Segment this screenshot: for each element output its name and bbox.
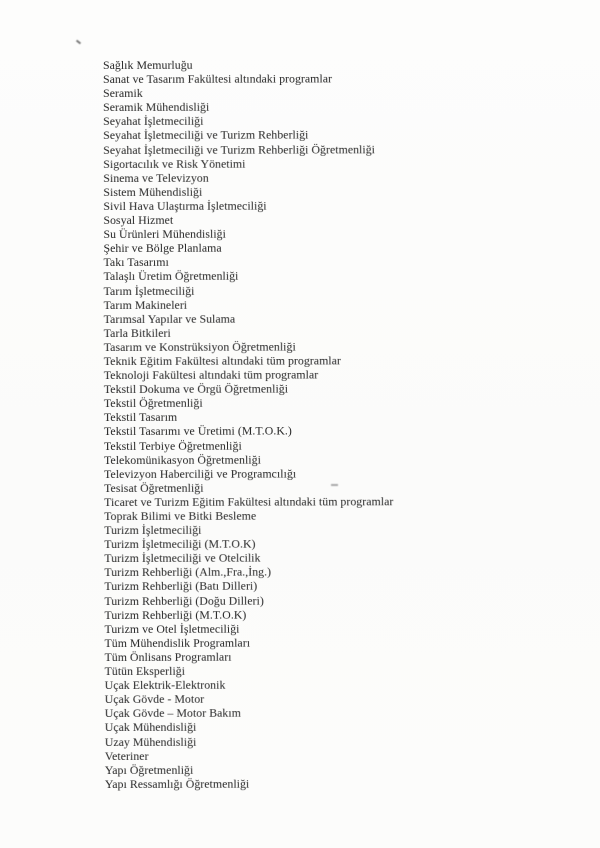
program-line: Tekstil Dokuma ve Örgü Öğretmenliği <box>103 381 289 397</box>
program-line: Turizm Rehberliği (Doğu Dilleri) <box>104 593 264 608</box>
program-line: Sağlık Memurluğu <box>103 57 193 72</box>
program-line: Uçak Gövde – Motor Bakım <box>104 705 241 721</box>
program-line: Uçak Gövde - Motor <box>104 691 205 707</box>
program-line: Ticaret ve Turizm Eğitim Fakültesi altındaki tüm programlar <box>104 494 394 509</box>
program-line: Seyahat İşletmeciliği ve Turizm Rehberliği Öğretmenliği <box>103 141 375 157</box>
program-line: Televizyon Haberciliği ve Programcılığı <box>104 466 297 481</box>
program-line: Teknik Eğitim Fakültesi altındaki tüm programlar <box>103 353 341 368</box>
program-line: Takı Tasarımı <box>103 255 169 270</box>
program-line: Turizm Rehberliği (Alm.,Fra.,İng.) <box>104 564 272 580</box>
program-line: Tekstil Öğretmenliği <box>103 395 203 411</box>
program-line: Sistem Mühendisliği <box>103 184 203 199</box>
program-line: Su Ürünleri Mühendisliği <box>103 226 226 242</box>
program-line: Sanat ve Tasarım Fakültesi altındaki programlar <box>103 71 333 87</box>
program-line: Uçak Elektrik-Elektronik <box>104 677 226 693</box>
program-line: Seyahat İşletmeciliği ve Turizm Rehberliği <box>103 127 309 143</box>
program-line: Tarımsal Yapılar ve Sulama <box>103 311 236 326</box>
program-line: Seramik <box>103 86 143 101</box>
scan-artifact-tick-mark <box>76 40 81 45</box>
program-line: Veteriner <box>104 748 149 763</box>
program-line: Tekstil Terbiye Öğretmenliği <box>103 438 242 453</box>
program-line: Toprak Bilimi ve Bitki Besleme <box>104 508 257 523</box>
program-line: Tarla Bitkileri <box>103 325 171 340</box>
program-line: Yapı Öğretmenliği <box>104 762 194 777</box>
program-line: Tasarım ve Konstrüksiyon Öğretmenliği <box>103 339 296 354</box>
program-line: Seyahat İşletmeciliği <box>103 114 204 129</box>
program-line: Turizm Rehberliği (M.T.O.K) <box>104 607 247 622</box>
program-line: Turizm İşletmeciliği <box>104 522 202 538</box>
program-line: Tekstil Tasarımı ve Üretimi (M.T.O.K.) <box>103 423 292 439</box>
program-line: Turizm Rehberliği (Batı Dilleri) <box>104 579 258 594</box>
program-line: Sigortacılık ve Risk Yönetimi <box>103 156 246 171</box>
program-line: Telekomünikasyon Öğretmenliği <box>104 452 261 467</box>
program-line: Yapı Ressamlığı Öğretmenliği <box>104 776 250 791</box>
program-line: Sivil Hava Ulaştırma İşletmeciliği <box>103 198 267 213</box>
program-line: Tarım Makineleri <box>103 297 188 312</box>
program-line: Şehir ve Bölge Planlama <box>103 240 222 256</box>
program-line: Tüm Önlisans Programları <box>104 649 232 664</box>
program-line: Uzay Mühendisliği <box>104 734 197 749</box>
program-line: Turizm ve Otel İşletmeciliği <box>104 621 240 636</box>
program-line: Teknoloji Fakültesi altındaki tüm programlar <box>103 367 319 383</box>
program-line: Tüm Mühendislik Programları <box>104 635 251 650</box>
program-line: Tütün Eksperliği <box>104 663 186 679</box>
program-line: Seramik Mühendisliği <box>103 100 210 115</box>
program-line: Turizm İşletmeciliği (M.T.O.K) <box>104 536 256 552</box>
program-line: Talaşlı Üretim Öğretmenliği <box>103 269 239 284</box>
program-line: Tekstil Tasarım <box>103 410 178 425</box>
program-list <box>103 57 565 791</box>
program-line: Sosyal Hizmet <box>103 212 174 228</box>
program-line: Tesisat Öğretmenliği <box>104 480 204 495</box>
program-line: Tarım İşletmeciliği <box>103 283 195 298</box>
program-line: Uçak Mühendisliği <box>104 720 197 735</box>
program-line: Turizm İşletmeciliği ve Otelcilik <box>104 550 261 566</box>
program-line: Sinema ve Televizyon <box>103 170 209 185</box>
